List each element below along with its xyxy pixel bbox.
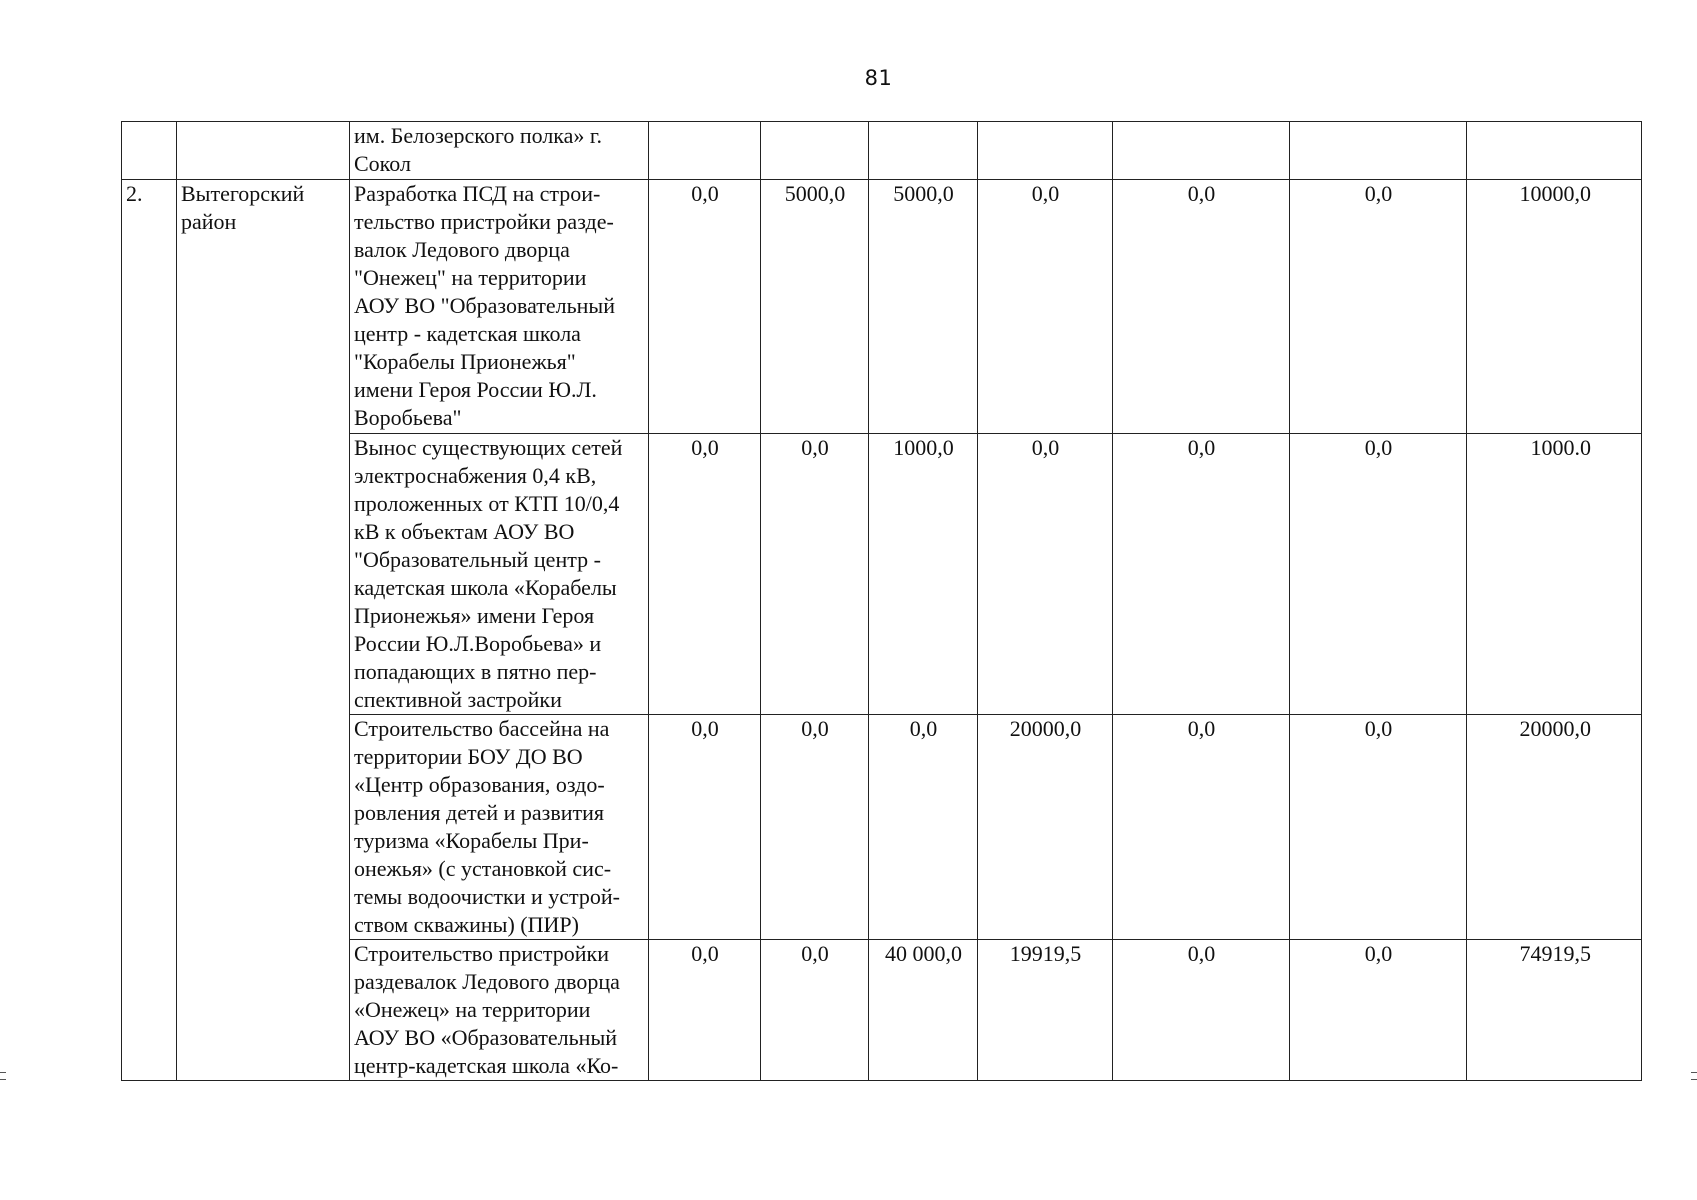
value-cell bbox=[978, 122, 1113, 180]
scan-edge-mark bbox=[1691, 1072, 1697, 1073]
value-cell: 1000,0 bbox=[869, 434, 978, 715]
total-cell: 20000,0 bbox=[1467, 715, 1642, 940]
scan-edge-mark bbox=[0, 1072, 6, 1073]
object-description: Строительство пристройки раздевалок Ледового дворца «Онежец» на территории АОУ ВО «Образовательный центр-кадетская школа «Ко- bbox=[350, 940, 649, 1081]
value-cell: 0,0 bbox=[978, 434, 1113, 715]
total-cell: 10000,0 bbox=[1467, 180, 1642, 434]
total-cell bbox=[1467, 122, 1642, 180]
value-cell: 0,0 bbox=[761, 434, 869, 715]
value-cell: 0,0 bbox=[649, 715, 761, 940]
value-cell: 0,0 bbox=[1113, 180, 1290, 434]
value-cell: 0,0 bbox=[1290, 940, 1467, 1081]
value-cell: 5000,0 bbox=[869, 180, 978, 434]
scan-edge-mark bbox=[0, 1079, 6, 1080]
table-row bbox=[122, 180, 1642, 434]
value-cell bbox=[869, 122, 978, 180]
row-index: 2. bbox=[122, 180, 177, 1081]
page-number: 81 bbox=[864, 66, 893, 90]
total-cell: 1000.0 bbox=[1467, 434, 1642, 715]
index-cell bbox=[122, 122, 177, 180]
scan-edge-mark bbox=[1691, 1079, 1697, 1080]
district-name: Вытегорский район bbox=[177, 180, 350, 1081]
value-cell: 0,0 bbox=[649, 940, 761, 1081]
financing-table bbox=[121, 121, 1642, 1081]
value-cell: 0,0 bbox=[869, 715, 978, 940]
object-description: Разработка ПСД на строи- тельство пристройки разде- валок Ледового дворца "Онежец" на территории АОУ ВО "Образовательный центр - кадетская школа "Корабелы Прионежья" имени Героя России Ю.Л. Воробьева" bbox=[350, 180, 649, 434]
value-cell: 0,0 bbox=[978, 180, 1113, 434]
continuation-row bbox=[122, 122, 1642, 180]
value-cell: 0,0 bbox=[761, 940, 869, 1081]
value-cell bbox=[761, 122, 869, 180]
value-cell: 0,0 bbox=[649, 180, 761, 434]
value-cell bbox=[649, 122, 761, 180]
value-cell: 0,0 bbox=[1290, 180, 1467, 434]
table-row bbox=[122, 940, 1642, 1081]
value-cell bbox=[1290, 122, 1467, 180]
object-description: им. Белозерского полка» г. Сокол bbox=[350, 122, 649, 180]
value-cell: 0,0 bbox=[1113, 940, 1290, 1081]
value-cell: 0,0 bbox=[761, 715, 869, 940]
value-cell: 0,0 bbox=[1113, 715, 1290, 940]
district-cell bbox=[177, 122, 350, 180]
value-cell: 5000,0 bbox=[761, 180, 869, 434]
value-cell: 40 000,0 bbox=[869, 940, 978, 1081]
value-cell: 20000,0 bbox=[978, 715, 1113, 940]
total-cell: 74919,5 bbox=[1467, 940, 1642, 1081]
value-cell bbox=[1113, 122, 1290, 180]
object-description: Строительство бассейна на территории БОУ ДО ВО «Центр образования, оздо- ровления детей и развития туризма «Корабелы При- онежья» (с установкой сис- темы водоочистки и устрой- ством скважины) (ПИР) bbox=[350, 715, 649, 940]
table-row bbox=[122, 715, 1642, 940]
table-row bbox=[122, 434, 1642, 715]
object-description: Вынос существующих сетей электроснабжения 0,4 кВ, проложенных от КТП 10/0,4 кВ к объектам АОУ ВО "Образовательный центр - кадетская школа «Корабелы Прионежья» имени Героя России Ю.Л.Воробьева» и попадающих в пятно пер- спективной застройки bbox=[350, 434, 649, 715]
value-cell: 0,0 bbox=[649, 434, 761, 715]
value-cell: 0,0 bbox=[1113, 434, 1290, 715]
value-cell: 0,0 bbox=[1290, 715, 1467, 940]
value-cell: 0,0 bbox=[1290, 434, 1467, 715]
value-cell: 19919,5 bbox=[978, 940, 1113, 1081]
